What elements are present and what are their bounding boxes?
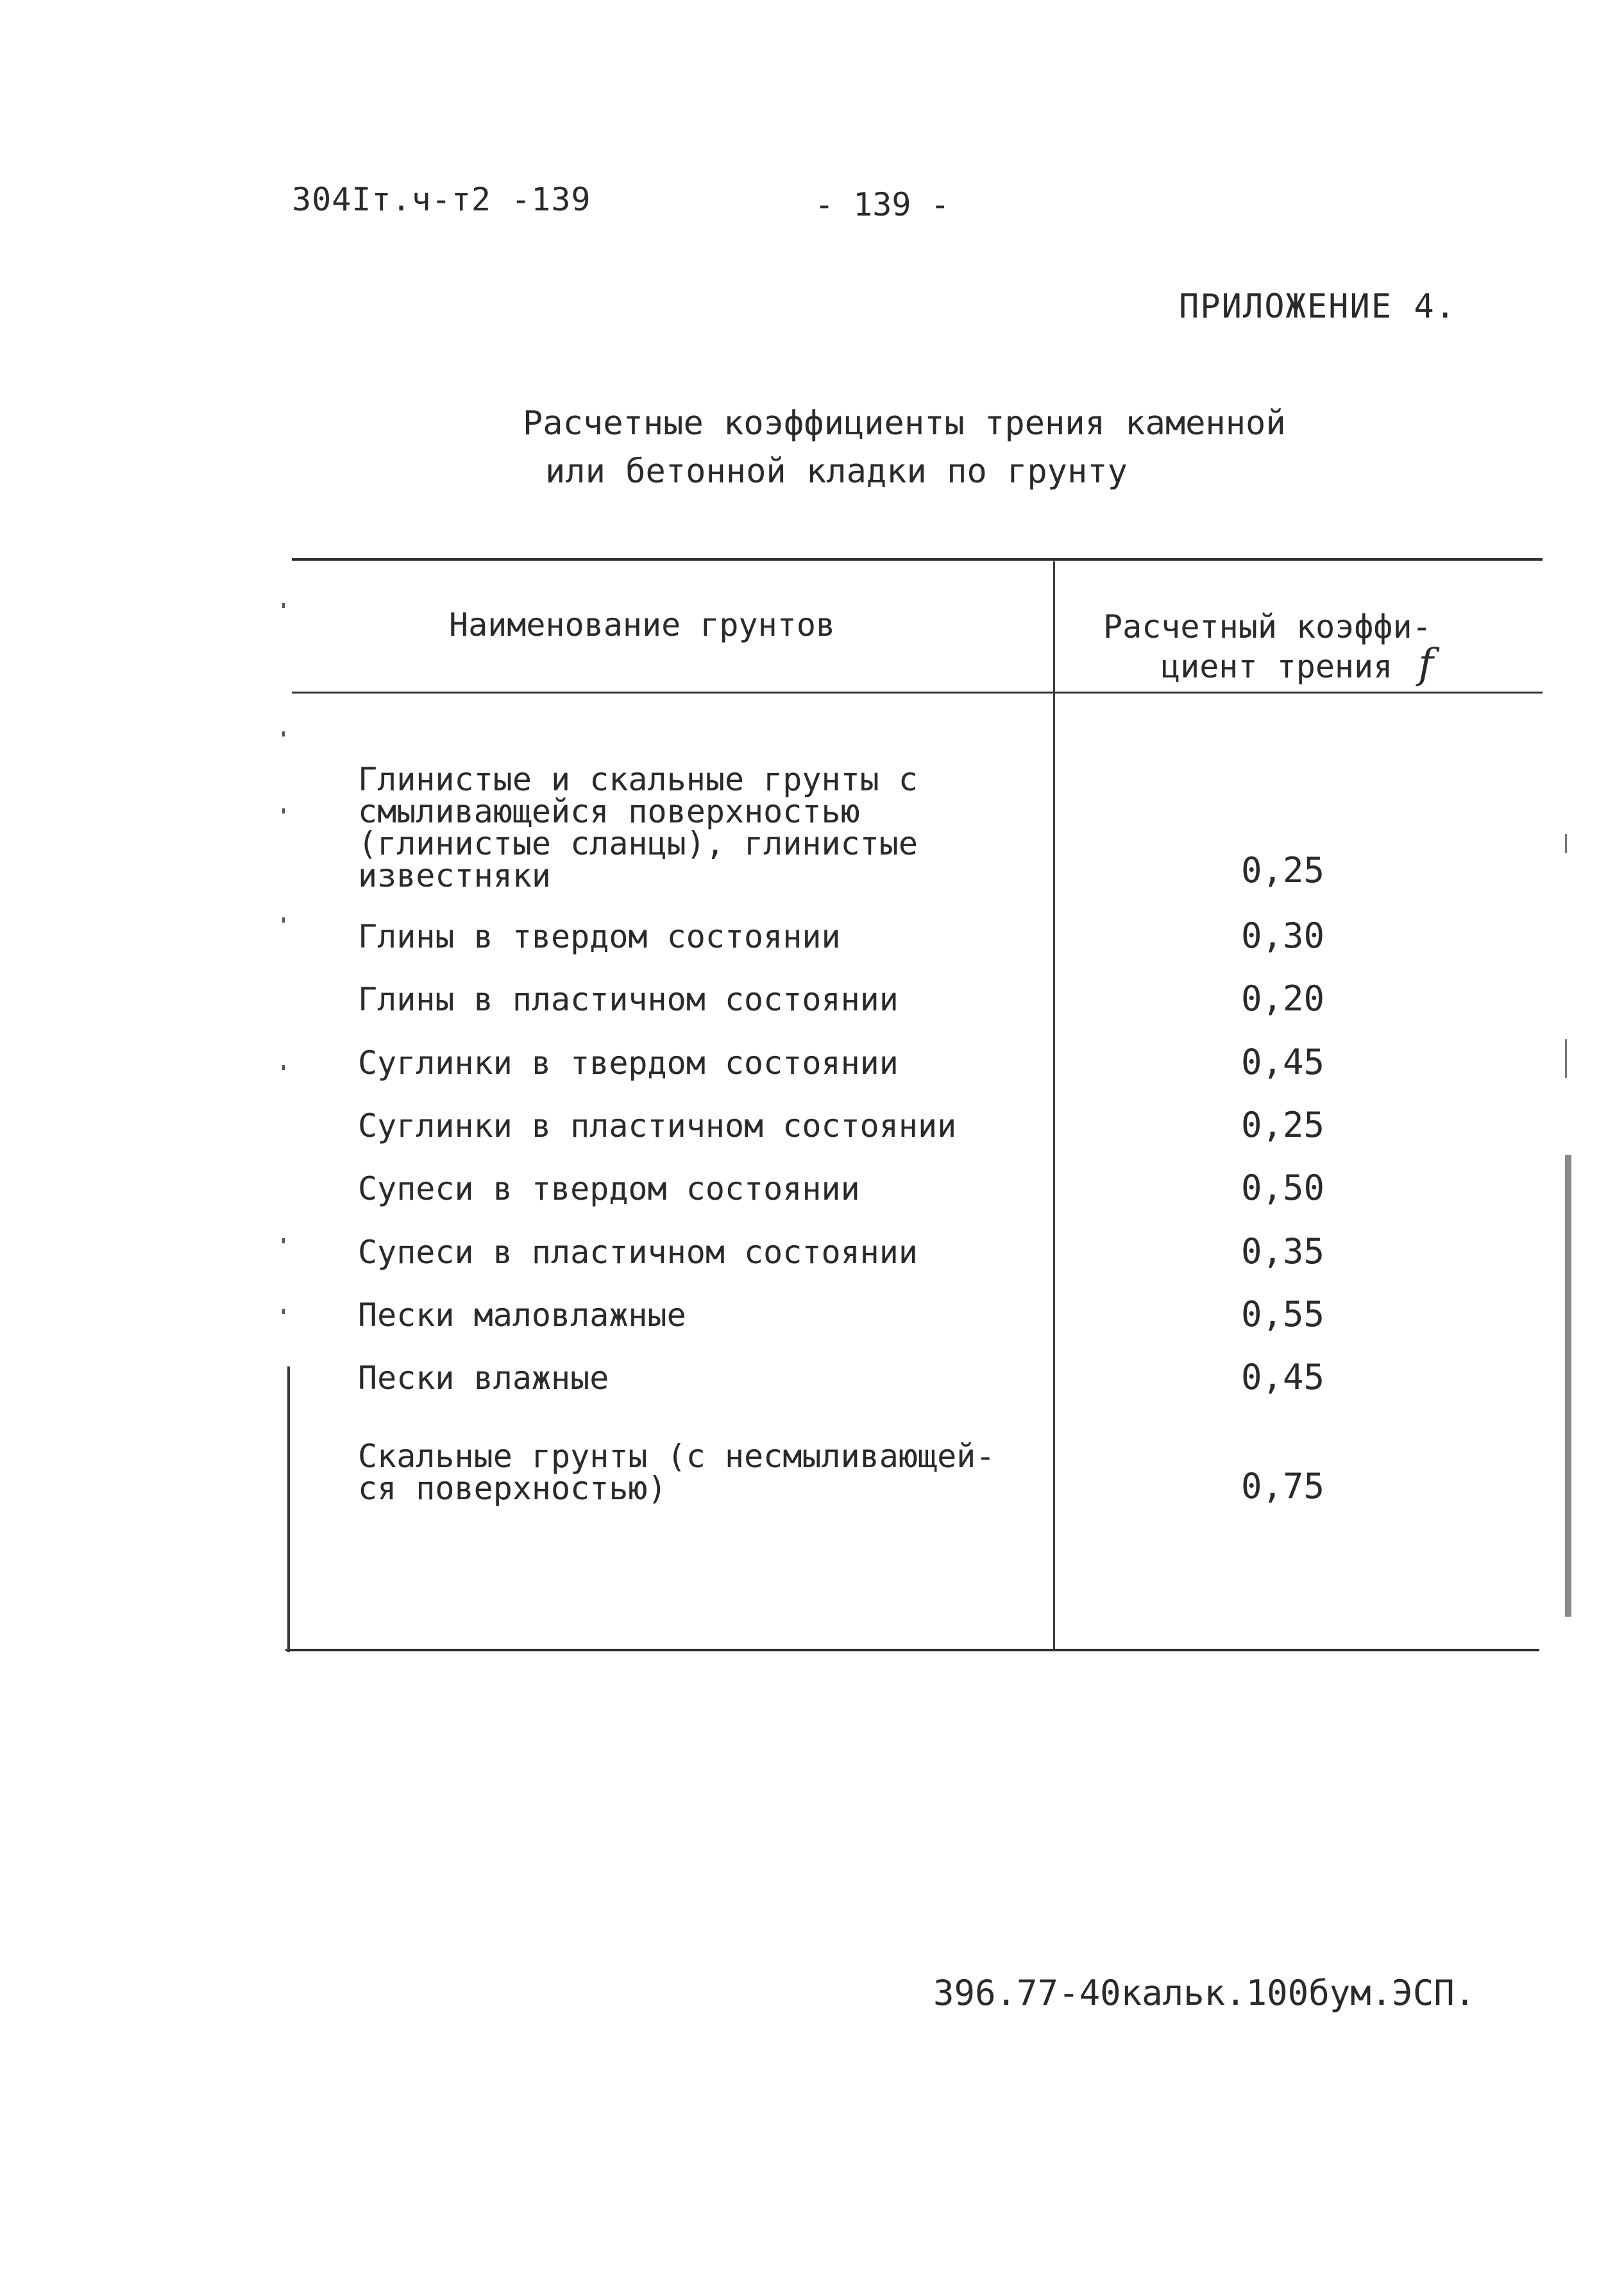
table-row-name: Глины в пластичном состоянии bbox=[358, 981, 899, 1018]
scan-mark bbox=[282, 1238, 285, 1243]
table-row-name: Пески влажные bbox=[358, 1359, 609, 1397]
table-row-name: Глинистые и скальные грунты с смыливающейся поверхностью (глинистые сланцы), глинистые известняки bbox=[358, 761, 918, 894]
column-header-coefficient-line-2 bbox=[1103, 640, 1434, 688]
column-header-coefficient-line-2-text: циент трения bbox=[1161, 648, 1393, 685]
scan-mark bbox=[282, 731, 285, 736]
table-row-name: Скальные грунты (с несмыливающей- ся поверхностью) bbox=[358, 1438, 995, 1507]
table-left-edge bbox=[287, 1366, 290, 1652]
coefficient-symbol: f bbox=[1418, 640, 1434, 688]
document-code: 304Iт.ч-т2 -139 bbox=[292, 181, 591, 218]
table-bottom-rule bbox=[285, 1649, 1539, 1651]
scan-mark bbox=[282, 1309, 285, 1314]
column-header-coefficient bbox=[1103, 608, 1434, 688]
scan-mark bbox=[282, 1065, 285, 1070]
table-title-line-2: или бетонной кладки по грунту bbox=[545, 452, 1128, 491]
table-row-name: Суглинки в твердом состоянии bbox=[358, 1044, 899, 1082]
page-number: - 139 - bbox=[815, 186, 950, 223]
footer-print-info: 396.77-40кальк.100бум.ЭСП. bbox=[933, 1973, 1476, 2013]
scan-mark bbox=[282, 603, 285, 608]
table-row-value: 0,50 bbox=[1241, 1168, 1325, 1208]
table-row-name: Супеси в пластичном состоянии bbox=[358, 1234, 918, 1271]
table-row-value: 0,35 bbox=[1241, 1231, 1325, 1272]
scan-edge-mark bbox=[1565, 834, 1567, 853]
table-top-rule bbox=[292, 558, 1543, 561]
scan-mark bbox=[282, 917, 285, 923]
table-row-name: Суглинки в пластичном состоянии bbox=[358, 1107, 957, 1145]
table-row-value: 0,30 bbox=[1241, 915, 1325, 956]
table-row-value: 0,20 bbox=[1241, 978, 1325, 1019]
scan-mark bbox=[282, 808, 285, 813]
table-column-divider bbox=[1053, 561, 1055, 1649]
table-row-name: Пески маловлажные bbox=[358, 1297, 686, 1334]
appendix-label: ПРИЛОЖЕНИЕ 4. bbox=[1179, 287, 1457, 326]
table-header-rule bbox=[292, 692, 1543, 694]
table-row-value: 0,25 bbox=[1241, 850, 1325, 890]
column-header-coefficient-line-1: Расчетный коэффи- bbox=[1103, 608, 1432, 645]
table-row-value: 0,45 bbox=[1241, 1042, 1325, 1082]
table-row-value: 0,45 bbox=[1241, 1357, 1325, 1397]
table-title-line-1: Расчетные коэффициенты трения каменной bbox=[523, 404, 1286, 443]
scan-edge-mark bbox=[1565, 1155, 1571, 1617]
table-row-value: 0,25 bbox=[1241, 1105, 1325, 1145]
table-row-value: 0,55 bbox=[1241, 1294, 1325, 1334]
table-row-value: 0,75 bbox=[1241, 1466, 1325, 1506]
table-row-name: Супеси в твердом состоянии bbox=[358, 1170, 860, 1207]
column-header-soil-name: Наименование грунтов bbox=[449, 606, 836, 643]
scan-edge-mark bbox=[1565, 1039, 1567, 1078]
table-row-name: Глины в твердом состоянии bbox=[358, 918, 841, 955]
